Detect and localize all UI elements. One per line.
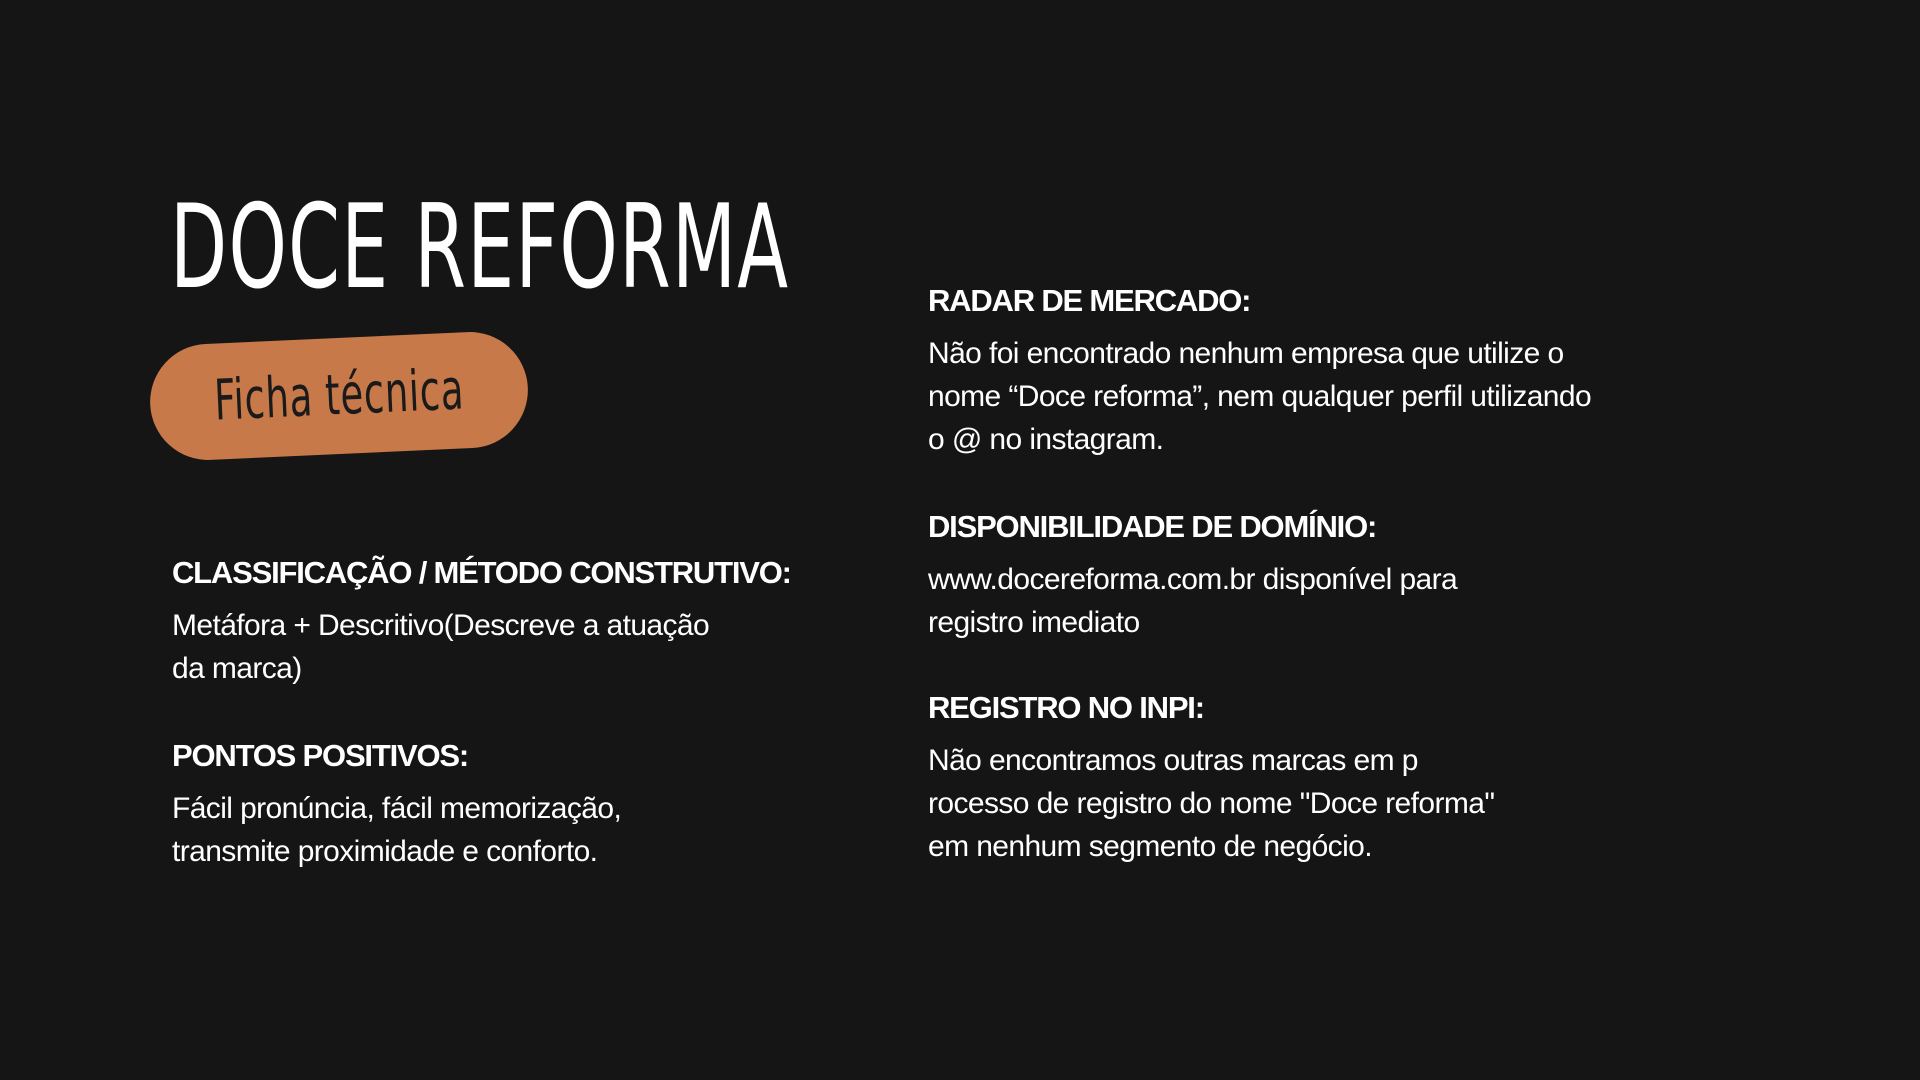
registro-inpi-line: rocesso de registro do nome "Doce reforma" xyxy=(928,787,1495,820)
registro-inpi-line: Não encontramos outras marcas em p xyxy=(928,744,1418,777)
classificacao-line: Metáfora + Descritivo(Descreve a atuação xyxy=(172,609,710,642)
classificacao-heading: CLASSIFICAÇÃO / MÉTODO CONSTRUTIVO: xyxy=(172,555,791,590)
classificacao-text xyxy=(172,604,791,690)
radar-mercado-line: Não foi encontrado nenhum empresa que utilize o xyxy=(928,337,1564,370)
pontos-positivos-line: transmite proximidade e conforto. xyxy=(172,835,598,868)
dominio-section xyxy=(928,508,1457,644)
dominio-heading: DISPONIBILIDADE DE DOMÍNIO: xyxy=(928,509,1377,544)
badge-label: Ficha técnica xyxy=(212,357,466,434)
pontos-positivos-heading: PONTOS POSITIVOS: xyxy=(172,738,468,773)
section-badge xyxy=(148,329,531,462)
dominio-line: registro imediato xyxy=(928,606,1140,639)
radar-mercado-line: o @ no instagram. xyxy=(928,423,1164,456)
classificacao-line: da marca) xyxy=(172,652,302,685)
pontos-positivos-line: Fácil pronúncia, fácil memorização, xyxy=(172,792,622,825)
dominio-line: www.docereforma.com.br disponível para xyxy=(928,563,1458,596)
dominio-text xyxy=(928,558,1457,644)
registro-inpi-heading: REGISTRO NO INPI: xyxy=(928,690,1204,725)
pontos-positivos-section xyxy=(172,737,621,873)
registro-inpi-line: em nenhum segmento de negócio. xyxy=(928,830,1372,863)
registro-inpi-section xyxy=(928,689,1494,868)
radar-mercado-text xyxy=(928,332,1591,461)
pontos-positivos-text xyxy=(172,787,621,873)
radar-mercado-line: nome “Doce reforma”, nem qualquer perfil utilizando xyxy=(928,380,1592,413)
registro-inpi-text xyxy=(928,739,1494,868)
radar-mercado-section xyxy=(928,282,1591,461)
radar-mercado-heading: RADAR DE MERCADO: xyxy=(928,283,1251,318)
classificacao-section xyxy=(172,554,791,690)
page-title: DOCE REFORMA xyxy=(170,180,790,315)
